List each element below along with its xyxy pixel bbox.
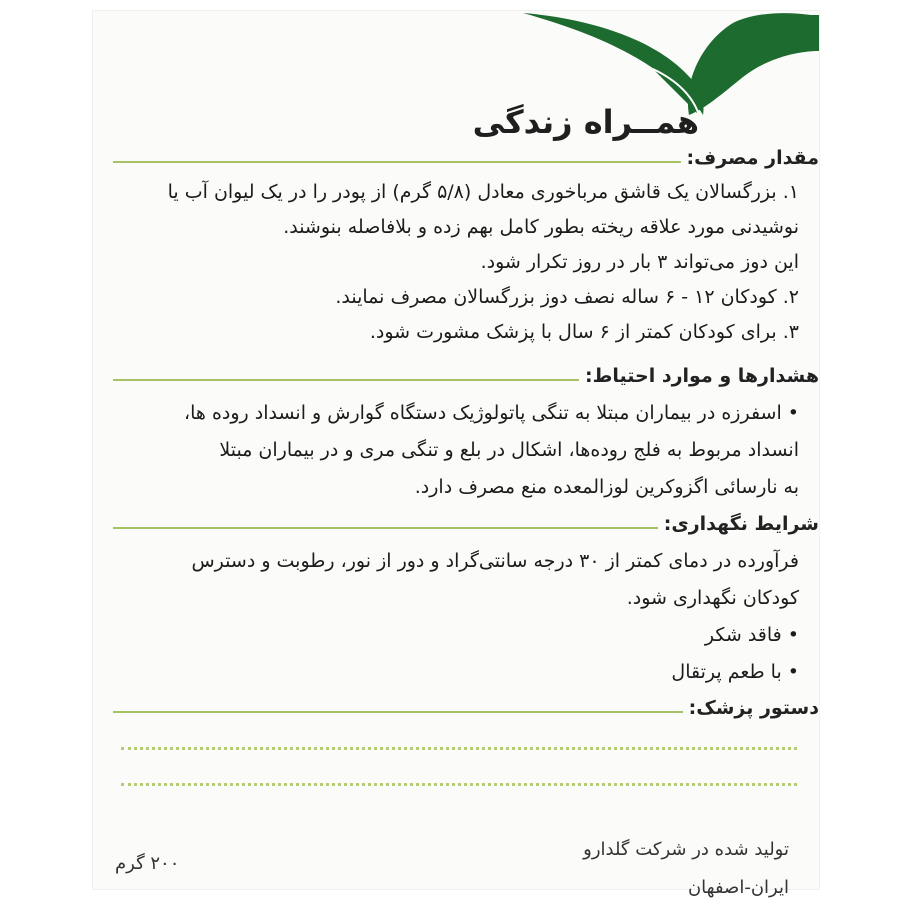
dosage-heading xyxy=(113,139,819,169)
manufacturer-info xyxy=(583,831,789,907)
location-line: ایران-اصفهان xyxy=(687,877,789,898)
storage-line-2: کودکان نگهداری شود. xyxy=(626,587,799,609)
product-label-card xyxy=(92,10,820,898)
dosage-line-4: ۲. کودکان ۱۲ - ۶ ساله نصف دوز بزرگسالان مصرف نمایند. xyxy=(335,286,799,308)
warnings-rule xyxy=(113,379,579,381)
prescription-dotted-line-1 xyxy=(121,747,797,750)
prescription-heading xyxy=(113,689,819,719)
prescription-rule xyxy=(113,711,683,713)
storage-title: شرایط نگهداری: xyxy=(663,513,819,535)
dosage-line-2: نوشیدنی مورد علاقه ریخته بطور کامل بهم زده و بلافاصله بنوشند. xyxy=(283,216,799,238)
storage-line-1: فرآورده در دمای کمتر از ۳۰ درجه سانتی‌گراد و دور از نور، رطوبت و دسترس xyxy=(191,550,799,572)
dosage-line-5: ۳. برای کودکان کمتر از ۶ سال با پزشک مشورت شود. xyxy=(369,321,799,343)
leaf-logo-icon xyxy=(93,11,819,131)
prescription-dotted-line-2 xyxy=(121,783,797,786)
dosage-rule xyxy=(113,161,681,163)
storage-text xyxy=(109,543,799,691)
warnings-line-2: انسداد مربوط به فلج روده‌ها، اشکال در بلع و تنگی مری و در بیماران مبتلا xyxy=(219,439,799,461)
warnings-text xyxy=(109,395,799,506)
warnings-heading xyxy=(113,357,819,387)
warnings-line-3: به نارسائی اگزوکرین لوزالمعده منع مصرف دارد. xyxy=(414,476,799,498)
storage-heading xyxy=(113,505,819,535)
dosage-line-1: ۱. بزرگسالان یک قاشق مرباخوری معادل (۵/۸ گرم) از پودر را در یک لیوان آب یا xyxy=(167,181,799,203)
prescription-title: دستور پزشک: xyxy=(688,697,819,719)
dosage-text xyxy=(109,175,799,350)
dosage-line-3: این دوز می‌تواند ۳ بار در روز تکرار شود. xyxy=(480,251,799,273)
company-line: تولید شده در شرکت گلدارو xyxy=(583,839,789,860)
warnings-title: هشدارها و موارد احتیاط: xyxy=(585,365,819,387)
dosage-title: مقدار مصرف: xyxy=(686,147,819,169)
brand-title: همــراه زندگی xyxy=(472,103,699,141)
storage-line-3: • فاقد شکر xyxy=(704,624,799,646)
storage-rule xyxy=(113,527,658,529)
warnings-line-1: • اسفرزه در بیماران مبتلا به تنگی پاتولوژیک دستگاه گوارش و انسداد روده ها، xyxy=(183,402,799,424)
net-weight: ۲۰۰ گرم xyxy=(115,853,180,874)
storage-line-4: • با طعم پرتقال xyxy=(671,661,799,683)
